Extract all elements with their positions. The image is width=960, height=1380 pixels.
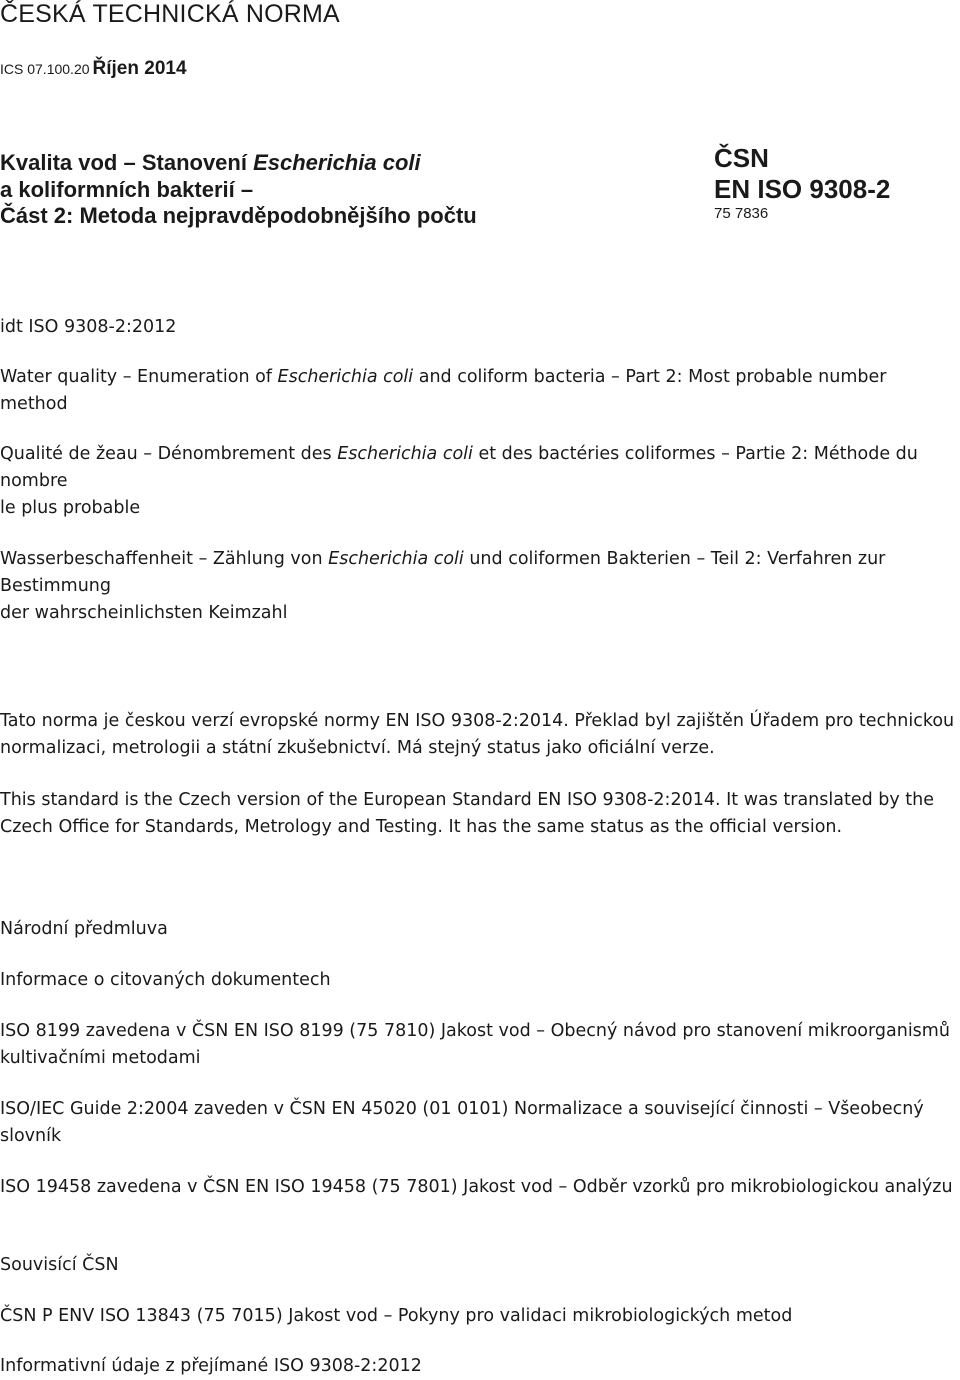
classification-code: 75 7836 bbox=[714, 205, 769, 222]
identical-to: idt ISO 9308-2:2012 bbox=[0, 317, 177, 337]
informative-data-heading: Informativní údaje z přejímané ISO 9308-2:2012 bbox=[0, 1356, 422, 1376]
reference-iso-8199: ISO 8199 zavedena v ČSN EN ISO 8199 (75 7810) Jakost vod – Obecný návod pro stanovení mikroorganismů kultivačními metodami bbox=[0, 1021, 950, 1068]
english-title-text: Water quality – Enumeration of bbox=[0, 367, 278, 387]
german-title-text-end: und coliformen Bakterien – Teil 2: Verfahren zur Bestimmung bbox=[0, 549, 886, 596]
reference-iso-19458: ISO 19458 zavedena v ČSN EN ISO 19458 (75 7801) Jakost vod – Odběr vzorků pro mikrobiologickou analýzu bbox=[0, 1177, 953, 1197]
german-title-text: Wasserbeschaffenheit – Zählung von bbox=[0, 549, 329, 569]
english-title-text-end: and coliform bacteria – Part 2: Most probable number method bbox=[0, 367, 887, 414]
french-title-text-end: et des bactéries coliformes – Partie 2: Méthode du nombre bbox=[0, 444, 918, 491]
national-foreword-heading: Národní předmluva bbox=[0, 919, 168, 939]
english-status-note: This standard is the Czech version of the European Standard EN ISO 9308-2:2014. It was translated by the Czech Office for Standards, Metrology and Testing. It has the same status as the official version. bbox=[0, 790, 935, 837]
csn-label: ČSN bbox=[714, 143, 769, 173]
standard-code: EN ISO 9308-2 bbox=[714, 174, 891, 204]
reference-iso-iec-guide-2: ISO/IEC Guide 2:2004 zaveden v ČSN EN 45020 (01 0101) Normalizace a související činnosti – Všeobecný slovník bbox=[0, 1099, 924, 1146]
cited-documents-heading: Informace o citovaných dokumentech bbox=[0, 970, 331, 990]
related-standards-heading: Souvisící ČSN bbox=[0, 1255, 119, 1275]
czech-title-line-2: a koliformních bakterií – bbox=[0, 177, 254, 202]
czech-title-text: Kvalita vod – Stanovení bbox=[0, 150, 254, 175]
czech-title-line-3: Část 2: Metoda nejpravděpodobnějšího počtu bbox=[0, 203, 477, 228]
english-title bbox=[0, 364, 958, 418]
meta-line bbox=[0, 58, 187, 80]
german-title-line-2: der wahrscheinlichsten Keimzahl bbox=[0, 603, 288, 623]
german-title bbox=[0, 546, 958, 627]
english-title-species: Escherichia coli bbox=[277, 367, 414, 387]
czech-status-note: Tato norma je českou verzí evropské normy EN ISO 9308-2:2014. Překlad byl zajištěn Úřadem pro technickou normalizaci, metrologii a státní zkušebnictví. Má stejný status jako oficiální verze. bbox=[0, 711, 955, 758]
french-title bbox=[0, 441, 958, 522]
publication-date: Říjen 2014 bbox=[92, 58, 187, 79]
german-title-species: Escherichia coli bbox=[328, 549, 464, 569]
french-title-text: Qualité de žeau – Dénombrement des bbox=[0, 444, 338, 464]
reference-env-iso-13843: ČSN P ENV ISO 13843 (75 7015) Jakost vod – Pokyny pro validaci mikrobiologických metod bbox=[0, 1306, 793, 1326]
french-title-species: Escherichia coli bbox=[337, 444, 473, 464]
czech-title-line-1 bbox=[0, 150, 421, 176]
french-title-line-2: le plus probable bbox=[0, 498, 141, 518]
ics-code: ICS 07.100.20 bbox=[0, 61, 90, 77]
norm-type-heading: ČESKÁ TECHNICKÁ NORMA bbox=[0, 0, 340, 28]
czech-title-species: Escherichia coli bbox=[253, 150, 421, 175]
